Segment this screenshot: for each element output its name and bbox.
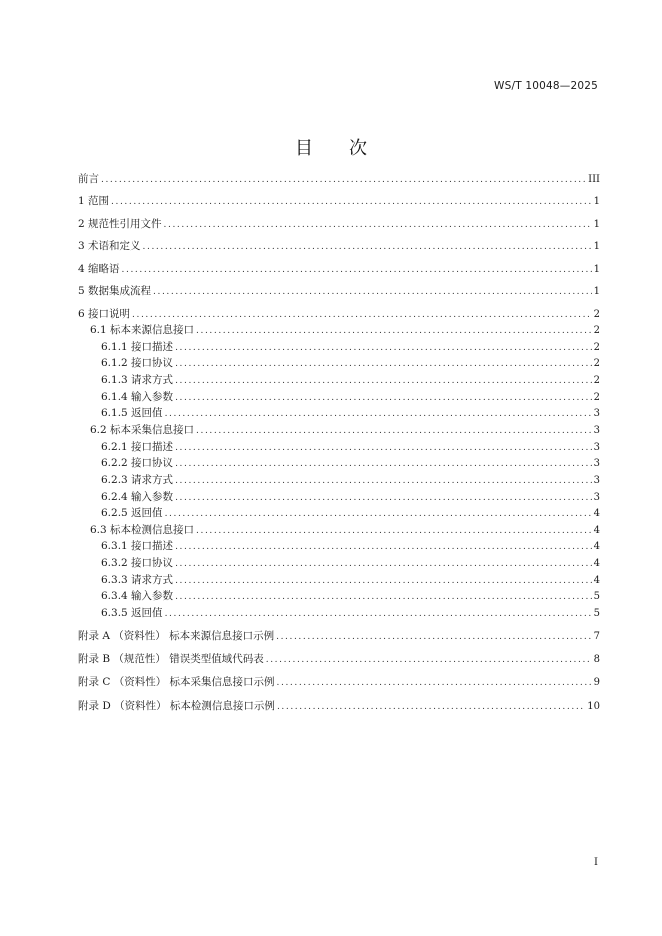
toc-entry[interactable]: [101, 556, 600, 570]
toc-leader-dots: [165, 407, 592, 421]
toc-leader-dots: [196, 324, 592, 338]
toc-leader-dots: [175, 391, 592, 405]
toc-entry-label: 4 缩略语: [78, 263, 120, 275]
toc-entry[interactable]: [78, 217, 600, 231]
page-title: 目次: [295, 138, 403, 159]
toc-leader-dots: [277, 676, 592, 690]
toc-entry-label: 3 术语和定义: [78, 240, 141, 252]
toc-leader-dots: [111, 195, 592, 209]
toc-entry[interactable]: [101, 506, 600, 520]
toc-entry-label: 附录 B （规范性） 错误类型值域代码表: [78, 653, 264, 666]
toc-leader-dots: [143, 240, 592, 254]
toc-leader-dots: [164, 218, 592, 232]
toc-entry-label: 附录 C （资料性） 标本采集信息接口示例: [78, 676, 275, 689]
toc-entry-page: 2: [593, 391, 600, 403]
toc-leader-dots: [132, 308, 592, 322]
toc-leader-dots: [175, 491, 592, 505]
toc-entry-label: 6.2.1 接口描述: [101, 440, 174, 453]
toc-leader-dots: [175, 341, 592, 355]
toc-leader-dots: [175, 441, 592, 455]
toc-entry-label: 6.2.4 输入参数: [101, 490, 174, 503]
toc-entry[interactable]: [101, 589, 600, 603]
toc-entry[interactable]: [101, 406, 600, 420]
toc-entry-label: 6.2.2 接口协议: [101, 457, 174, 470]
toc-entry[interactable]: [101, 356, 600, 370]
toc-entry-page: 4: [593, 508, 600, 520]
toc-entry[interactable]: [101, 456, 600, 470]
toc-entry-page: 5: [593, 608, 600, 620]
toc-entry[interactable]: [78, 675, 600, 689]
toc-leader-dots: [175, 574, 592, 588]
toc-leader-dots: [196, 424, 592, 438]
toc-entry[interactable]: [78, 629, 600, 643]
toc-entry-page: 10: [587, 700, 600, 712]
toc-entry-label: 6.3.1 接口描述: [101, 540, 174, 553]
toc-entry[interactable]: [78, 194, 600, 208]
toc-entry-page: 1: [593, 196, 600, 207]
toc-entry-label: 6.2.5 返回值: [101, 507, 163, 520]
toc-leader-dots: [276, 630, 592, 644]
toc-entry-page: III: [588, 174, 600, 185]
toc-entry[interactable]: [90, 523, 600, 537]
toc-entry-label: 6 接口说明: [78, 308, 131, 320]
toc-entry[interactable]: [101, 340, 600, 354]
toc-entry-page: 2: [593, 374, 600, 386]
toc-entry-page: 4: [593, 574, 600, 586]
toc-entry[interactable]: [101, 539, 600, 553]
toc-entry-page: 1: [593, 286, 600, 297]
toc-entry-page: 3: [593, 458, 600, 470]
toc-entry-label: 6.1.4 输入参数: [101, 390, 174, 403]
toc-leader-dots: [175, 357, 592, 371]
toc-entry-label: 6.1.1 接口描述: [101, 340, 174, 353]
toc-entry-page: 1: [593, 219, 600, 230]
toc-leader-dots: [165, 607, 592, 621]
toc-entry[interactable]: [101, 390, 600, 404]
toc-entry-label: 前言: [78, 173, 99, 185]
standard-code: WS/T 10048—2025: [494, 80, 598, 92]
toc-entry-page: 5: [593, 591, 600, 603]
toc-entry[interactable]: [101, 606, 600, 620]
toc-entry-page: 3: [593, 474, 600, 486]
toc-entry-label: 1 范围: [78, 195, 110, 207]
toc-entry[interactable]: [78, 284, 600, 298]
toc-entry-label: 5 数据集成流程: [78, 285, 152, 297]
toc-entry-page: 3: [593, 491, 600, 503]
toc-leader-dots: [165, 507, 592, 521]
toc-entry-label: 6.2 标本采集信息接口: [90, 423, 195, 436]
toc-entry-label: 6.1.5 返回值: [101, 407, 163, 420]
toc-leader-dots: [175, 557, 592, 571]
toc-entry[interactable]: [101, 473, 600, 487]
toc-leader-dots: [196, 524, 592, 538]
toc-leader-dots: [122, 263, 592, 277]
toc-entry-page: 4: [593, 524, 600, 536]
toc-entry-page: 1: [593, 264, 600, 275]
toc-entry-label: 6.3.2 接口协议: [101, 557, 174, 570]
toc-entry-label: 6.1 标本来源信息接口: [90, 324, 195, 336]
toc-entry-label: 6.2.3 请求方式: [101, 473, 174, 486]
toc-entry-page: 2: [593, 309, 600, 320]
toc-entry-page: 2: [593, 325, 600, 336]
toc-entry-page: 4: [593, 558, 600, 570]
toc-entry[interactable]: [90, 323, 600, 337]
toc-entry-page: 7: [593, 631, 600, 642]
toc-entry[interactable]: [90, 423, 600, 437]
toc-leader-dots: [175, 540, 592, 554]
toc-entry-page: 3: [593, 424, 600, 436]
page-number: I: [594, 857, 598, 868]
toc-entry[interactable]: [101, 490, 600, 504]
toc-entry-page: 2: [593, 341, 600, 353]
toc-entry-page: 4: [593, 541, 600, 553]
toc-entry-page: 8: [593, 654, 600, 666]
toc-leader-dots: [266, 653, 592, 667]
toc-leader-dots: [175, 590, 592, 604]
toc-entry[interactable]: [78, 307, 600, 321]
toc-entry-page: 2: [593, 358, 600, 370]
toc-entry[interactable]: [78, 172, 600, 186]
toc-leader-dots: [153, 285, 592, 299]
toc-entry-label: 6.3.3 请求方式: [101, 573, 174, 586]
toc-entry-page: 9: [593, 677, 600, 689]
toc-entry-page: 3: [593, 441, 600, 453]
toc-entry-label: 附录 D （资料性） 标本检测信息接口示例: [78, 699, 275, 712]
toc-entry-label: 2 规范性引用文件: [78, 218, 162, 230]
toc-entry-label: 6.1.3 请求方式: [101, 373, 174, 386]
toc-leader-dots: [175, 474, 592, 488]
toc-entry[interactable]: [101, 440, 600, 454]
toc-entry[interactable]: [78, 699, 600, 713]
toc-entry-label: 附录 A （资料性） 标本来源信息接口示例: [78, 630, 275, 642]
toc-entry-label: 6.3 标本检测信息接口: [90, 523, 195, 536]
toc-entry[interactable]: [78, 262, 600, 276]
toc-leader-dots: [101, 173, 586, 187]
toc-entry[interactable]: [101, 373, 600, 387]
toc-entry-page: 1: [593, 241, 600, 252]
toc-leader-dots: [277, 700, 585, 714]
toc-leader-dots: [175, 374, 592, 388]
toc-entry[interactable]: [78, 239, 600, 253]
toc-entry-label: 6.1.2 接口协议: [101, 357, 174, 370]
toc-entry-label: 6.3.4 输入参数: [101, 590, 174, 603]
toc-leader-dots: [175, 457, 592, 471]
toc-entry[interactable]: [101, 573, 600, 587]
toc-entry[interactable]: [78, 652, 600, 666]
toc-entry-label: 6.3.5 返回值: [101, 607, 163, 620]
toc-entry-page: 3: [593, 408, 600, 420]
